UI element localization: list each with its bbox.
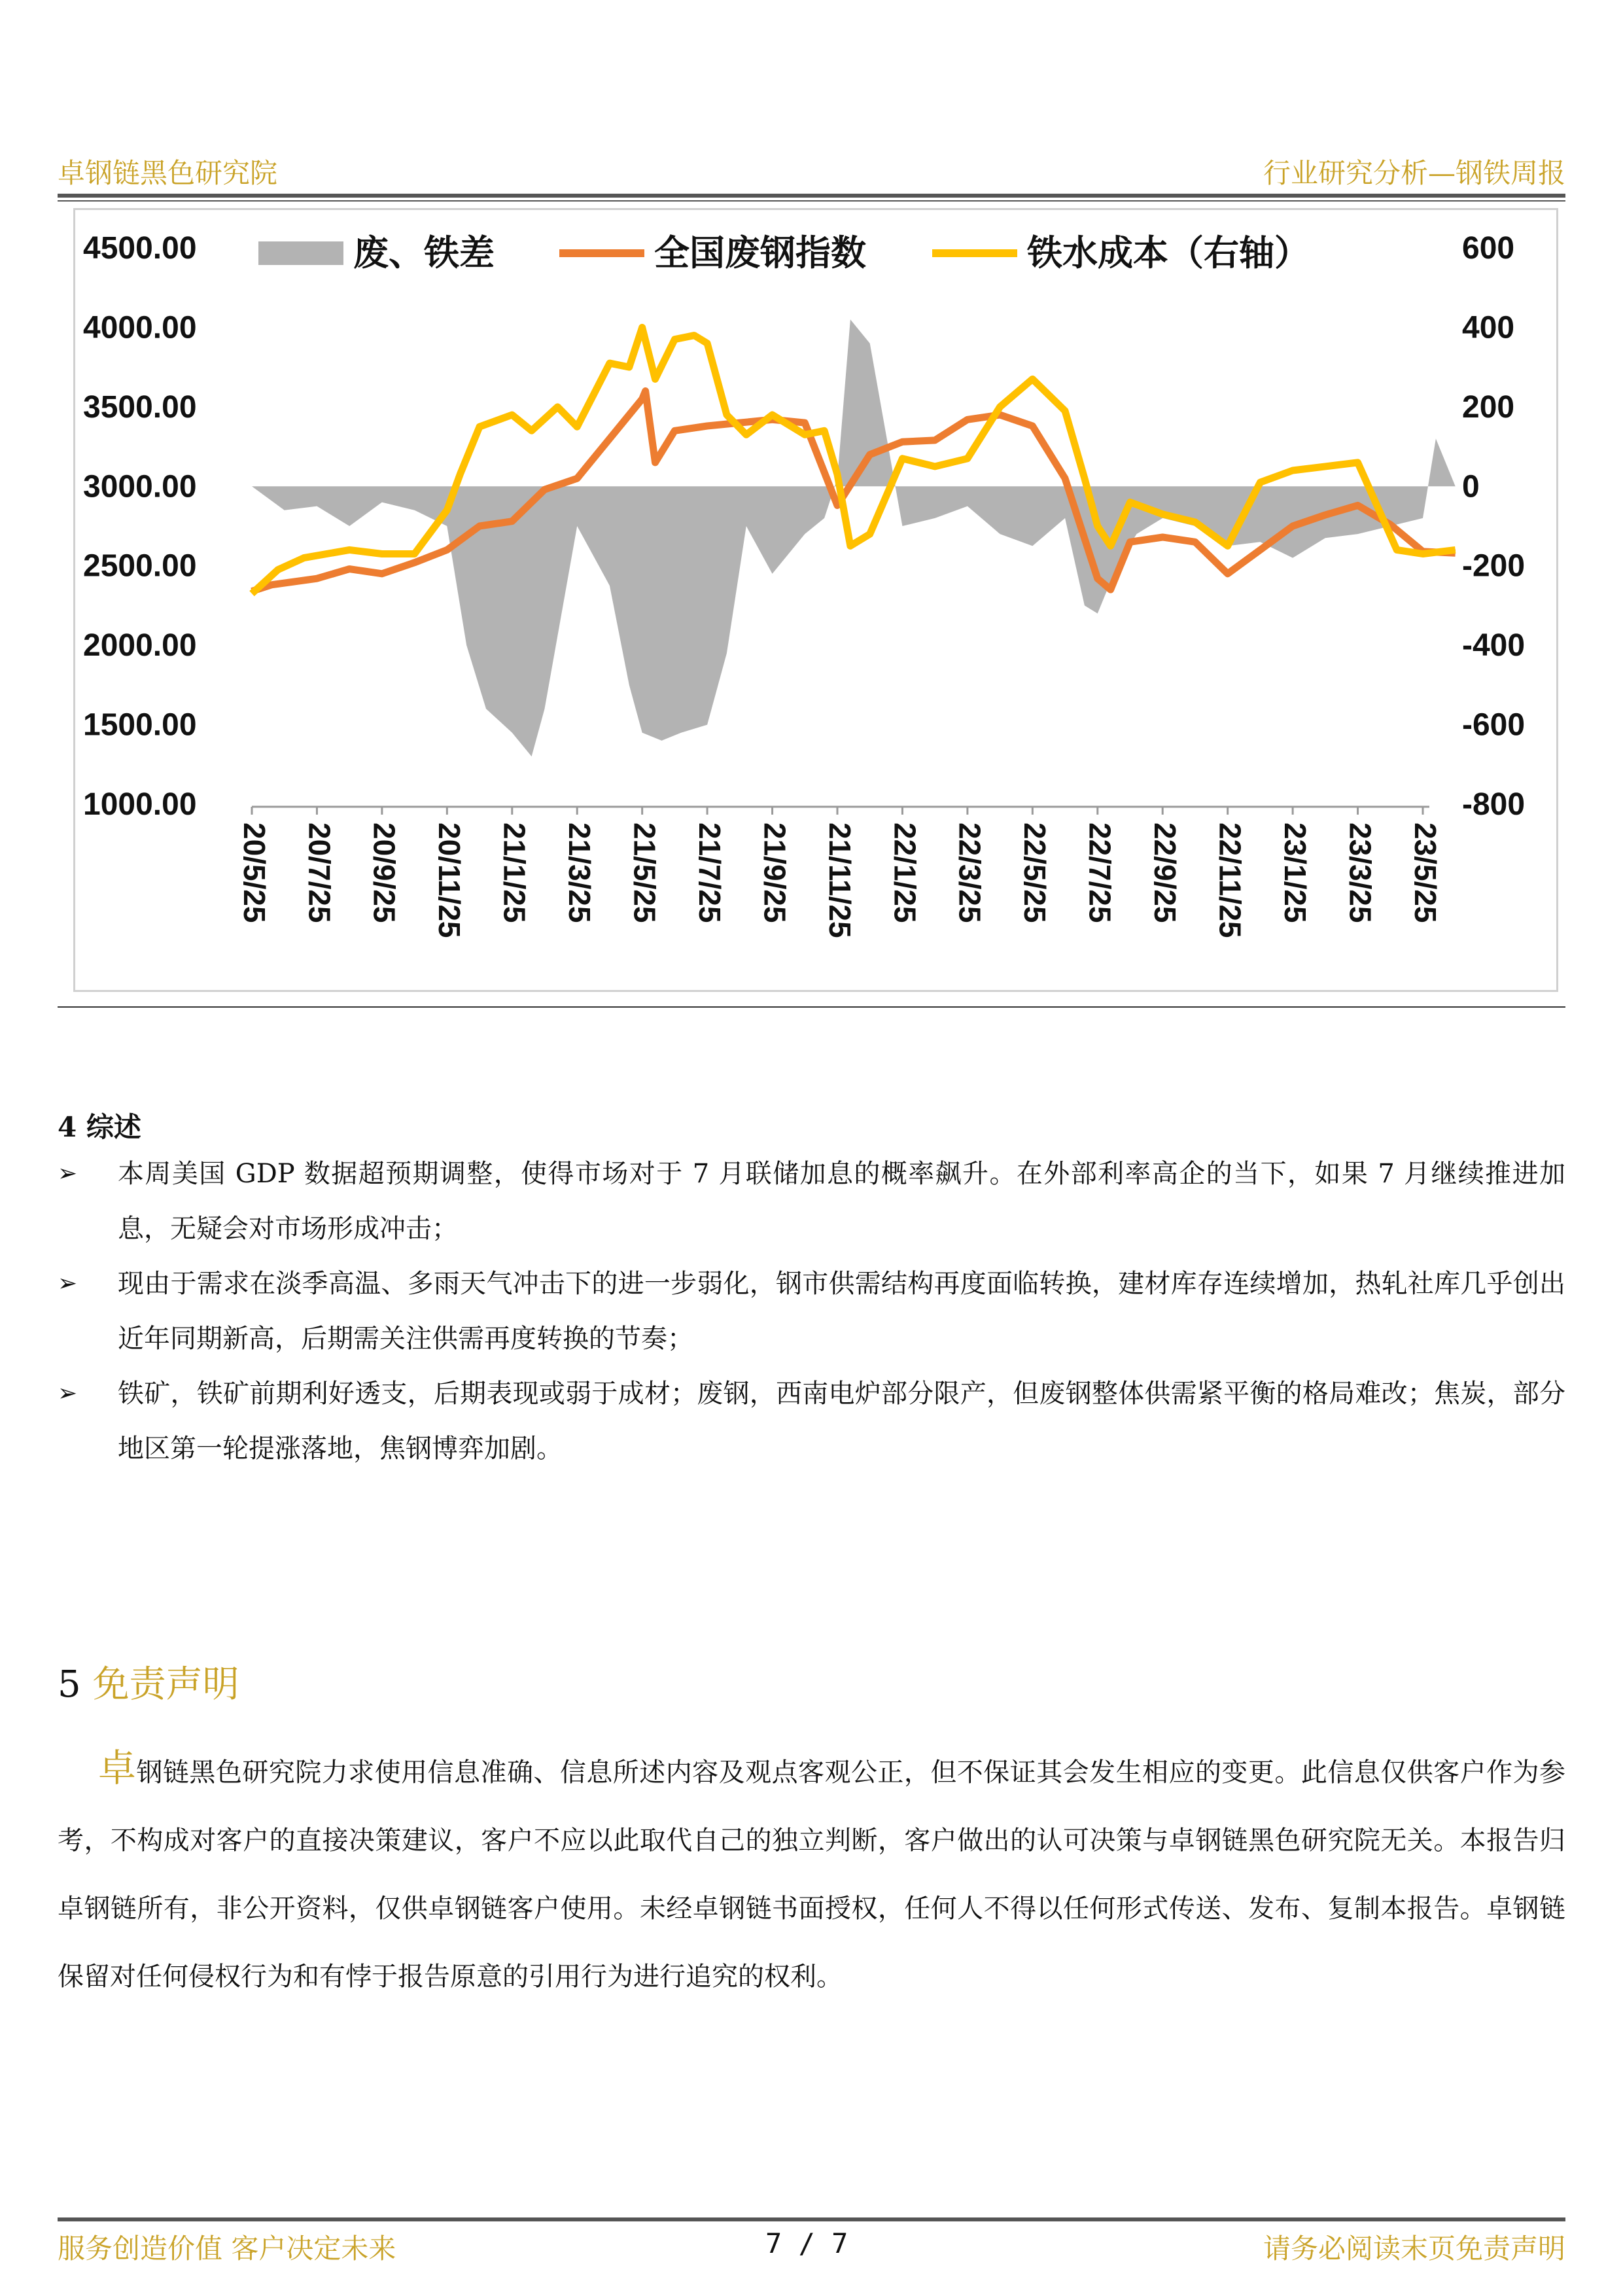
y-right-tick-label: -400 [1462, 628, 1526, 663]
section-5-title: 免责声明 [92, 1663, 239, 1706]
y-right-tick-label: 400 [1462, 310, 1515, 345]
x-tick-label: 23/5/25 [1408, 822, 1442, 923]
y-right-tick-label: -800 [1462, 787, 1526, 822]
footer-divider [58, 2217, 1565, 2221]
footer-slogan: 服务创造价值 客户决定未来 [58, 2233, 396, 2265]
chart-legend [258, 232, 1310, 274]
y-left-tick-label: 3000.00 [83, 469, 197, 504]
y-left-tick-label: 2000.00 [83, 628, 197, 663]
x-tick-label: 20/9/25 [367, 822, 402, 923]
x-tick-label: 21/7/25 [692, 822, 727, 923]
x-tick-label: 23/3/25 [1343, 822, 1378, 923]
y-left-tick-label: 3500.00 [83, 389, 197, 425]
x-tick-label: 21/11/25 [822, 822, 857, 938]
plot-area [252, 319, 1456, 756]
footer-notice: 请务必阅读末页免责声明 [1263, 2233, 1565, 2265]
bullet-item [58, 1146, 1565, 1256]
header-report-title: 行业研究分析—钢铁周报 [1263, 157, 1565, 189]
x-tick-label: 21/9/25 [758, 822, 792, 923]
section-4-bullets [58, 1146, 1565, 1476]
x-tick-label: 22/9/25 [1148, 822, 1183, 923]
y-right-tick-label: 0 [1462, 469, 1480, 504]
y-right-tick-label: -200 [1462, 548, 1526, 584]
y-left-tick-label: 1500.00 [83, 707, 197, 743]
x-tick-label: 21/5/25 [627, 822, 662, 923]
header-org-name: 卓钢链黑色研究院 [58, 157, 278, 189]
bullet-text: 现由于需求在淡季高温、多雨天气冲击下的进一步弱化，钢市供需结构再度面临转换，建材库存连续增加，热轧社库几乎创出近年同期新高，后期需关注供需再度转换的节奏； [118, 1269, 1565, 1354]
y-right-tick-label: 600 [1462, 231, 1515, 266]
bullet-arrow-icon: ➢ [58, 1270, 78, 1297]
scrap-iron-chart [75, 210, 1556, 990]
y-right-tick-label: -600 [1462, 707, 1526, 743]
x-tick-label: 22/1/25 [888, 822, 922, 923]
bullet-text: 本周美国 GDP 数据超预期调整，使得市场对于 7 月联储加息的概率飙升。在外部利率高企的当下，如果 7 月继续推进加息，无疑会对市场形成冲击； [118, 1159, 1565, 1244]
chart-container [73, 208, 1558, 992]
page-number: 7 / 7 [765, 2227, 848, 2259]
disclaimer-body: 钢链黑色研究院力求使用信息准确、信息所述内容及观点客观公正，但不保证其会发生相应的变更。此信息仅供客户作为参考，不构成对客户的直接决策建议，客户不应以此取代自己的独立判断，客户做出的认可决策与卓钢链黑色研究院无关。本报告归卓钢链所有，非公开资料，仅供卓钢链客户使用。未经卓钢链书面授权，任何人不得以任何形式传送、发布、复制本报告。卓钢链保留对任何侵权行为和有悖于报告原意的引用行为进行追究的权利。 [58, 1757, 1565, 1992]
section-5-heading [58, 1655, 239, 1708]
legend-label: 废、铁差 [353, 232, 495, 274]
y-right-tick-label: 200 [1462, 389, 1515, 425]
x-tick-label: 22/5/25 [1018, 822, 1053, 923]
chart-divider [58, 1006, 1565, 1008]
x-tick-label: 22/11/25 [1213, 822, 1248, 938]
x-tick-label: 20/5/25 [237, 822, 271, 923]
legend-label: 全国废钢指数 [654, 232, 866, 274]
bullet-item [58, 1256, 1565, 1366]
y-left-tick-label: 1000.00 [83, 787, 197, 822]
x-tick-label: 21/3/25 [563, 822, 597, 923]
bullet-item [58, 1366, 1565, 1476]
header-divider [58, 194, 1565, 198]
bullet-arrow-icon: ➢ [58, 1160, 78, 1187]
bullet-text: 铁矿，铁矿前期利好透支，后期表现或弱于成材；废钢，西南电炉部分限产，但废钢整体供需紧平衡的格局难改；焦炭，部分地区第一轮提涨落地，焦钢博弈加剧。 [118, 1379, 1565, 1464]
x-tick-label: 23/1/25 [1278, 822, 1312, 923]
x-tick-label: 22/3/25 [952, 822, 987, 923]
x-tick-label: 21/1/25 [497, 822, 532, 923]
section-4-title: 4 综述 [58, 1111, 141, 1143]
x-tick-label: 20/11/25 [432, 822, 467, 938]
legend-label: 铁水成本（右轴） [1027, 232, 1310, 274]
y-left-tick-label: 2500.00 [83, 548, 197, 584]
x-tick-label: 20/7/25 [302, 822, 337, 923]
header-divider-thin [58, 200, 1565, 202]
x-tick-label: 22/7/25 [1083, 822, 1117, 923]
disclaimer-first-char: 卓 [98, 1746, 137, 1790]
y-left-tick-label: 4000.00 [83, 310, 197, 345]
section-5-number: 5 [58, 1663, 81, 1706]
legend-swatch-spread [258, 241, 343, 265]
disclaimer-paragraph [58, 1734, 1565, 2011]
bullet-arrow-icon: ➢ [58, 1380, 78, 1407]
y-left-tick-label: 4500.00 [83, 231, 197, 266]
